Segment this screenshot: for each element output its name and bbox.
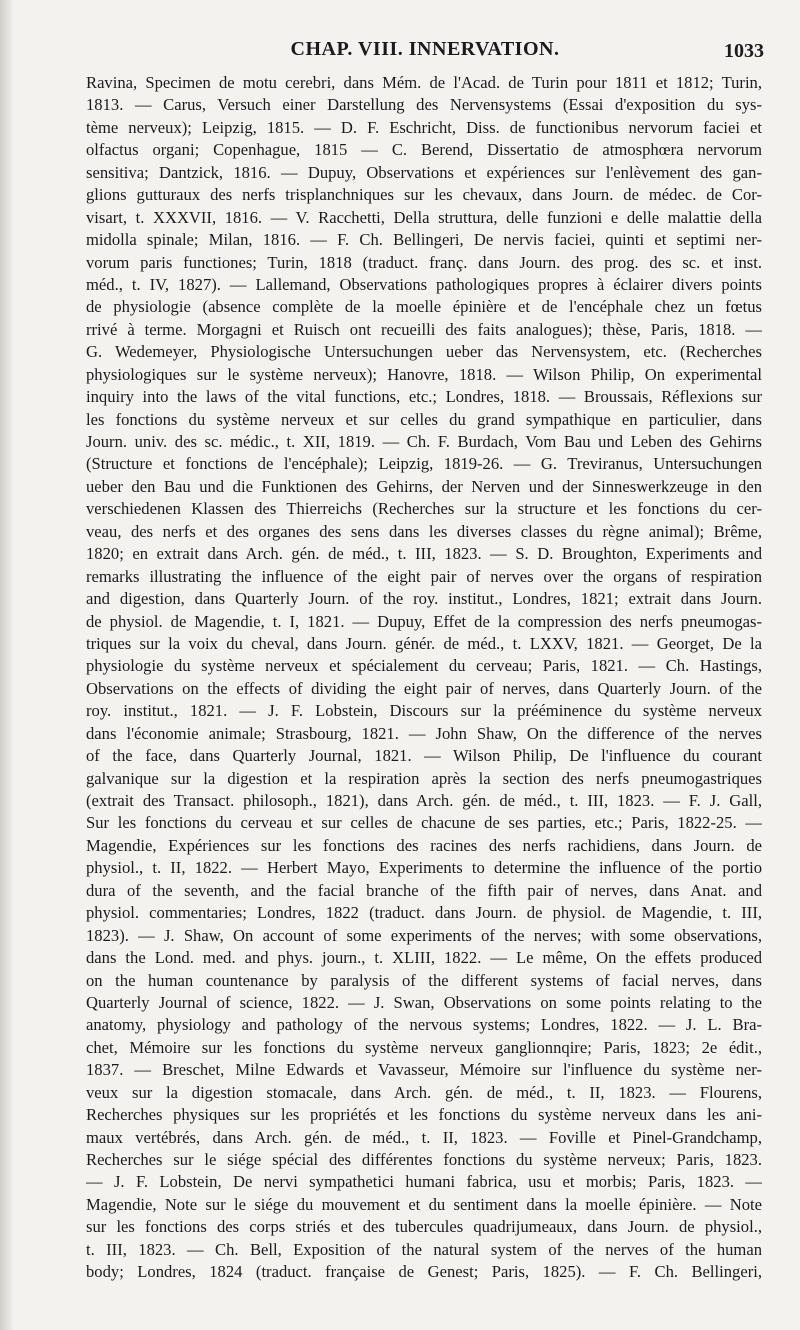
text-line: (Structure et fonctions de l'encéphale); Leipzig, 1819-26. — G. Treviranus, Untersuchungen bbox=[86, 454, 762, 474]
text-line: Sur les fonctions du cerveau et sur celles de chacune de ses parties, etc.; Paris, 1822-25. — bbox=[86, 813, 762, 833]
text-line: roy. institut., 1821. — J. F. Lobstein, Discours sur la prééminence du système nerveux bbox=[86, 701, 762, 721]
text-line: vorum paris functiones; Turin, 1818 (traduct. franç. dans Journ. des prog. des sc. et inst. bbox=[86, 252, 762, 272]
text-line: dans l'économie animale; Strasbourg, 1821. — John Shaw, On the difference of the nerves bbox=[86, 723, 762, 743]
text-line: galvanique sur la digestion et la respiration après la section des nerfs pneumogastriques bbox=[86, 768, 762, 788]
text-line: physiologie du système nerveux et spécialement du cerveau; Paris, 1821. — Ch. Hastings, bbox=[86, 656, 762, 676]
text-line: ueber den Bau und die Funktionen des Gehirns, der Nerven und der Sinneswerkzeuge in den bbox=[86, 476, 762, 496]
text-line: olfactus organi; Copenhague, 1815 — C. Berend, Dissertatio de atmosphœra nervorum bbox=[86, 140, 762, 160]
text-line: Magendie, Note sur le siége du mouvement et du sentiment dans la moelle épinière. — Note bbox=[86, 1194, 762, 1214]
text-line: body; Londres, 1824 (traduct. française de Genest; Paris, 1825). — F. Ch. Bellingeri, bbox=[86, 1262, 762, 1282]
bibliography-text bbox=[86, 72, 762, 1284]
text-line: on the human countenance by paralysis of the different systems of facial nerves, dans bbox=[86, 970, 762, 990]
text-line: Magendie, Expériences sur les fonctions des racines des nerfs rachidiens, dans Journ. de bbox=[86, 835, 762, 855]
text-line: rrivé à terme. Morgagni et Ruisch ont recueilli des faits analogues); thèse, Paris, 1818. — bbox=[86, 319, 762, 339]
text-line: veau, des nerfs et des organes des sens dans les diverses classes du règne animal); Brême, bbox=[86, 521, 762, 541]
text-line: tème nerveux); Leipzig, 1815. — D. F. Eschricht, Diss. de functionibus nervorum faciei et bbox=[86, 117, 762, 137]
text-line: and digestion, dans Quarterly Journ. of the roy. institut., Londres, 1821; extrait dans Journ. bbox=[86, 589, 762, 609]
text-line: glions gutturaux des nerfs trisplanchniques sur les chevaux, dans Journ. de médec. de Cor- bbox=[86, 185, 762, 205]
text-line: G. Wedemeyer, Physiologische Untersuchungen ueber das Nervensystem, etc. (Recherches bbox=[86, 342, 762, 362]
text-line: physiol., t. II, 1822. — Herbert Mayo, Experiments to determine the influence of the portio bbox=[86, 858, 762, 878]
text-line: Recherches sur le siége spécial des différentes fonctions du système nerveux; Paris, 1823. bbox=[86, 1150, 762, 1169]
text-line: sensitiva; Dantzick, 1816. — Dupuy, Observations et expériences sur l'enlèvement des gan- bbox=[86, 162, 762, 182]
text-line: chet, Mémoire sur les fonctions du système nerveux ganglionnqire; Paris, 1823; 2e édit., bbox=[86, 1037, 762, 1057]
text-line: (extrait des Transact. philosoph., 1821), dans Arch. gén. de méd., t. III, 1823. — F. J. Gall, bbox=[86, 791, 762, 810]
text-line: les fonctions du système nerveux et sur celles du grand sympathique en particulier, dans bbox=[86, 409, 762, 429]
text-line: Quarterly Journal of science, 1822. — J. Swan, Observations on some points relating to the bbox=[86, 992, 762, 1012]
text-line: anatomy, physiology and pathology of the nervous systems; Londres, 1822. — J. L. Bra- bbox=[86, 1015, 762, 1035]
text-line: de physiol. de Magendie, t. I, 1821. — Dupuy, Effet de la compression des nerfs pneumogas- bbox=[86, 611, 762, 631]
text-line: 1837. — Breschet, Milne Edwards et Vavasseur, Mémoire sur l'influence du système ner- bbox=[86, 1060, 762, 1080]
text-line: physiologiques sur le système nerveux); Hanovre, 1818. — Wilson Philip, On experimental bbox=[86, 364, 762, 384]
text-line: 1813. — Carus, Versuch einer Darstellung des Nervensystems (Essai d'exposition du sys- bbox=[86, 95, 762, 115]
text-line: maux vertébrés, dans Arch. gén. de méd., t. II, 1823. — Foville et Pinel-Grandchamp, bbox=[86, 1127, 762, 1147]
text-line: verschiedenen Klassen des Thierreichs (Recherches sur la structure et les fonctions du cer- bbox=[86, 499, 762, 519]
text-line: t. III, 1823. — Ch. Bell, Exposition of the natural system of the nerves of the human bbox=[86, 1239, 762, 1259]
text-line: de physiologie (absence complète de la moelle épinière et de l'encéphale chez un fœtus bbox=[86, 297, 762, 317]
text-line: visart, t. XXXVII, 1816. — V. Racchetti, Della struttura, delle funzioni e delle malattie della bbox=[86, 207, 762, 227]
page-header bbox=[86, 38, 764, 70]
text-line: inquiry into the laws of the vital functions, etc.; Londres, 1818. — Broussais, Réflexions sur bbox=[86, 387, 762, 407]
text-line: physiol. commentaries; Londres, 1822 (traduct. dans Journ. de physiol. de Magendie, t. III, bbox=[86, 903, 762, 923]
text-line: 1820; en extrait dans Arch. gén. de méd., t. III, 1823. — S. D. Broughton, Experiments and bbox=[86, 544, 762, 564]
page-number: 1033 bbox=[724, 40, 764, 62]
text-line: veux sur la digestion stomacale, dans Arch. gén. de méd., t. II, 1823. — Flourens, bbox=[86, 1082, 762, 1102]
running-title: CHAP. VIII. INNERVATION. bbox=[290, 38, 560, 60]
page-edge-shadow bbox=[0, 0, 14, 1330]
text-line: remarks illustrating the influence of the eight pair of nerves over the organs of respiration bbox=[86, 566, 762, 586]
text-line: 1823). — J. Shaw, On account of some experiments of the nerves; with some observations, bbox=[86, 925, 762, 945]
text-line: Journ. univ. des sc. médic., t. XII, 1819. — Ch. F. Burdach, Vom Bau und Leben des Gehirns bbox=[86, 432, 762, 451]
text-line: Recherches physiques sur les propriétés et les fonctions du système nerveux dans les ani- bbox=[86, 1105, 762, 1125]
text-line: Observations on the effects of dividing the eight pair of nerves, dans Quarterly Journ. of the bbox=[86, 678, 762, 698]
text-line: dura of the seventh, and the facial branche of the fifth pair of nerves, dans Anat. and bbox=[86, 880, 762, 900]
text-line: midolla spinale; Milan, 1816. — F. Ch. Bellingeri, De nervis faciei, quinti et septimi ner- bbox=[86, 230, 762, 250]
text-line: sur les fonctions des corps striés et des tubercules quadrijumeaux, dans Journ. de physiol., bbox=[86, 1217, 762, 1237]
text-line: Ravina, Specimen de motu cerebri, dans Mém. de l'Acad. de Turin pour 1811 et 1812; Turin, bbox=[86, 73, 762, 92]
text-line: triques sur la voix du cheval, dans Journ. génér. de méd., t. LXXV, 1821. — Georget, De la bbox=[86, 633, 762, 653]
text-line: méd., t. IV, 1827). — Lallemand, Observations pathologiques propres à éclairer divers points bbox=[86, 274, 762, 294]
text-line: of the face, dans Quarterly Journal, 1821. — Wilson Philip, De l'influence du courant bbox=[86, 746, 762, 766]
text-line: — J. F. Lobstein, De nervi sympathetici humani fabrica, usu et morbis; Paris, 1823. — bbox=[86, 1172, 762, 1192]
text-line: dans the Lond. med. and phys. journ., t. XLIII, 1822. — Le même, On the effets produced bbox=[86, 948, 762, 968]
